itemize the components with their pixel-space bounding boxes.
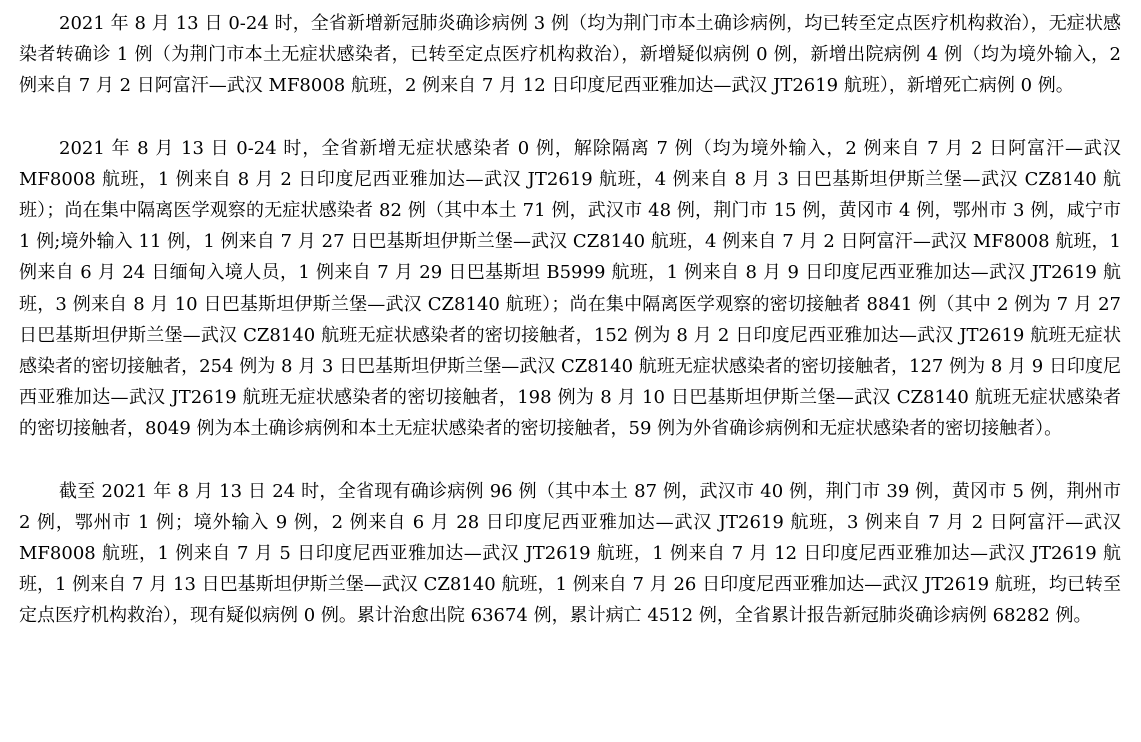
paragraph-cumulative-totals: 截至 2021 年 8 月 13 日 24 时，全省现有确诊病例 96 例（其中本土 87 例，武汉市 40 例，荆门市 39 例，黄冈市 5 例，荆州市 2 例，鄂州市 1 例；境外输入 9 例，2 例来自 6 月 28 日印度尼西亚雅加达—武汉 JT2619 航班，3 例来自 7 月 2 日阿富汗—武汉 MF8008 航班，1 例来自 7 月 5 日印度尼西亚雅加达—武汉 JT2619 航班，1 例来自 7 月 12 日印度尼西亚雅加达—武汉 JT2619 航班，1 例来自 7 月 13 日巴基斯坦伊斯兰堡—武汉 CZ8140 航班，1 例来自 7 月 26 日印度尼西亚雅加达—武汉 JT2619 航班，均已转至定点医疗机构救治），现有疑似病例 0 例。累计治愈出院 63674 例，累计病亡 4512 例，全省累计报告新冠肺炎确诊病例 68282 例。: [19, 480, 1121, 627]
paragraph-asymptomatic-and-contacts: 2021 年 8 月 13 日 0-24 时，全省新增无症状感染者 0 例，解除隔离 7 例（均为境外输入，2 例来自 7 月 2 日阿富汗—武汉 MF8008 航班，1 例来自 8 月 2 日印度尼西亚雅加达—武汉 JT2619 航班，4 例来自 8 月 3 日巴基斯坦伊斯兰堡—武汉 CZ8140 航班）；尚在集中隔离医学观察的无症状感染者 82 例（其中本土 71 例，武汉市 48 例，荆门市 15 例，黄冈市 4 例，鄂州市 3 例，咸宁市 1 例;境外输入 11 例，1 例来自 7 月 27 日巴基斯坦伊斯兰堡—武汉 CZ8140 航班，4 例来自 7 月 2 日阿富汗—武汉 MF8008 航班，1 例来自 6 月 24 日缅甸入境人员，1 例来自 7 月 29 日巴基斯坦 B5999 航班，1 例来自 8 月 9 日印度尼西亚雅加达—武汉 JT2619 航班，3 例来自 8 月 10 日巴基斯坦伊斯兰堡—武汉 CZ8140 航班）；尚在集中隔离医学观察的密切接触者 8841 例（其中 2 例为 7 月 27 日巴基斯坦伊斯兰堡—武汉 CZ8140 航班无症状感染者的密切接触者，152 例为 8 月 2 日印度尼西亚雅加达—武汉 JT2619 航班无症状感染者的密切接触者，254 例为 8 月 3 日巴基斯坦伊斯兰堡—武汉 CZ8140 航班无症状感染者的密切接触者，127 例为 8 月 9 日印度尼西亚雅加达—武汉 JT2619 航班无症状感染者的密切接触者，198 例为 8 月 10 日巴基斯坦伊斯兰堡—武汉 CZ8140 航班无症状感染者的密切接触者，8049 例为本土确诊病例和本土无症状感染者的密切接触者，59 例为外省确诊病例和无症状感染者的密切接触者）。: [19, 137, 1121, 440]
paragraph-daily-new-cases: 2021 年 8 月 13 日 0-24 时，全省新增新冠肺炎确诊病例 3 例（均为荆门市本土确诊病例，均已转至定点医疗机构救治），无症状感染者转确诊 1 例（为荆门市本土无症状感染者，已转至定点医疗机构救治），新增疑似病例 0 例，新增出院病例 4 例（均为境外输入，2 例来自 7 月 2 日阿富汗—武汉 MF8008 航班，2 例来自 7 月 12 日印度尼西亚雅加达—武汉 JT2619 航班），新增死亡病例 0 例。: [19, 13, 1121, 97]
